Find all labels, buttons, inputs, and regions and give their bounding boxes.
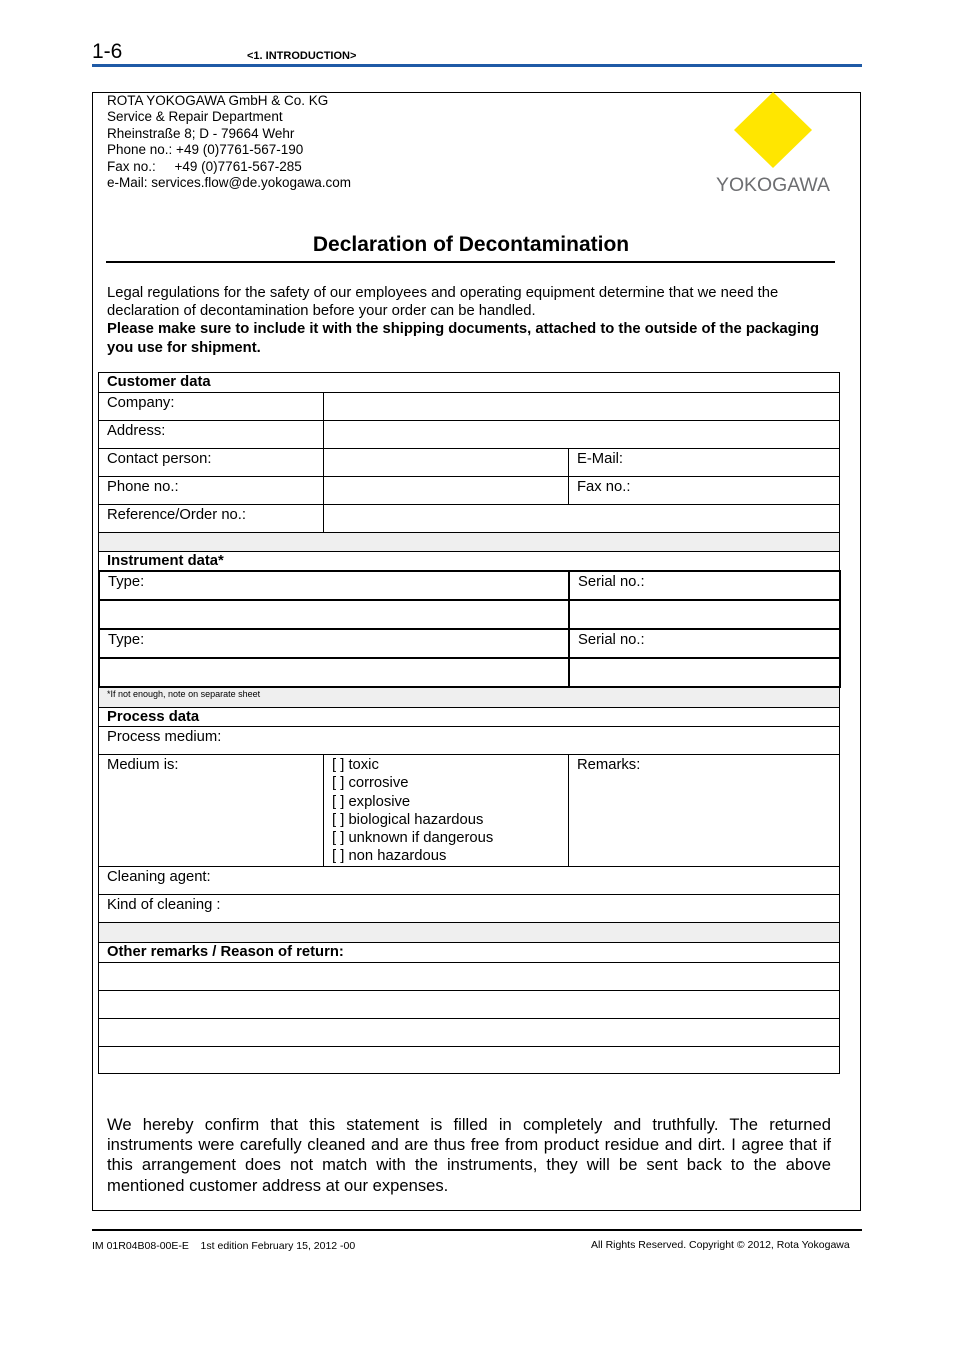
process-medium-field[interactable]: Process medium:: [98, 726, 840, 755]
company-field[interactable]: [323, 392, 840, 421]
phone-label: Phone no.:: [98, 476, 324, 505]
serial-2-field[interactable]: [568, 657, 841, 688]
address-line: Phone no.: +49 (0)7761-567-190: [107, 142, 304, 158]
legal-text: Legal regulations for the safety of our employees and operating equipment determine that we need the declaration of decontamination before your order can be handled.: [107, 285, 779, 320]
address-line: Rheinstraße 8; D - 79664 Wehr: [107, 125, 295, 141]
remarks-line-4[interactable]: [98, 1046, 840, 1074]
option-non-hazardous-checkbox[interactable]: [ ] non hazardous: [332, 848, 447, 865]
cleaning-agent-field[interactable]: Cleaning agent:: [98, 866, 840, 895]
option-explosive-checkbox[interactable]: [ ] explosive: [332, 793, 411, 810]
phone-field[interactable]: [323, 476, 569, 505]
address-line: ROTA YOKOGAWA GmbH & Co. KG: [107, 93, 329, 108]
logo-text: YOKOGAWA: [716, 175, 831, 196]
address-label: Address:: [98, 420, 324, 449]
option-unknown-checkbox[interactable]: [ ] unknown if dangerous: [332, 830, 494, 847]
contact-person-field[interactable]: [323, 448, 569, 477]
reference-label: Reference/Order no.:: [98, 504, 324, 533]
legal-notice: [107, 284, 827, 357]
serial-1-label: Serial no.:: [568, 570, 841, 601]
email-field[interactable]: E-Mail:: [568, 448, 840, 477]
type-1-label: Type:: [98, 570, 570, 601]
option-toxic-checkbox[interactable]: [ ] toxic: [332, 757, 379, 773]
spacer-row: [98, 922, 840, 943]
address-line: Fax no.: +49 (0)7761-567-285: [107, 158, 302, 174]
title-rule: [106, 261, 835, 263]
copyright: All Rights Reserved. Copyright © 2012, Rota Yokogawa: [591, 1239, 850, 1251]
fax-field[interactable]: Fax no.:: [568, 476, 840, 505]
serial-1-field[interactable]: [568, 599, 841, 630]
type-2-field[interactable]: [98, 657, 570, 688]
footer-rule: [92, 1229, 862, 1231]
header-rule: [92, 64, 862, 67]
yokogawa-logo: [712, 92, 834, 196]
address-field[interactable]: [323, 420, 840, 449]
medium-options: [323, 754, 569, 867]
remarks-line-2[interactable]: [98, 990, 840, 1019]
option-biological-checkbox[interactable]: [ ] biological hazardous: [332, 811, 484, 828]
other-remarks-heading: Other remarks / Reason of return:: [98, 942, 840, 963]
instrument-data-heading: Instrument data*: [98, 551, 840, 571]
medium-is-label: Medium is:: [98, 754, 324, 867]
remarks-line-1[interactable]: [98, 962, 840, 991]
form-title: Declaration of Decontamination: [312, 233, 630, 256]
kind-of-cleaning-field[interactable]: Kind of cleaning :: [98, 894, 840, 923]
address-line: e-Mail: services.flow@de.yokogawa.com: [107, 175, 352, 191]
company-label: Company:: [98, 392, 324, 421]
document-id: IM 01R04B08-00E-E 1st edition February 15, 2012 -00: [92, 1240, 356, 1252]
instrument-footnote: *If not enough, note on separate sheet: [98, 687, 840, 708]
contact-person-label: Contact person:: [98, 448, 324, 477]
type-1-field[interactable]: [98, 599, 570, 630]
spacer-row: [98, 532, 840, 552]
logo-diamond-icon: [734, 92, 812, 168]
process-data-heading: Process data: [98, 707, 840, 727]
confirmation-statement: We hereby confirm that this statement is filled in completely and truthfully. The returned instruments were carefully cleaned and are thus free from product residue and dirt. I agree that if this arrangement does not match with the instruments, they will be sent back to the above mentioned customer address at our expenses.: [107, 1115, 831, 1195]
page-number: 1-6: [92, 40, 123, 63]
chapter-title: <1. INTRODUCTION>: [247, 50, 357, 62]
serial-2-label: Serial no.:: [568, 628, 841, 659]
remarks-field[interactable]: Remarks:: [568, 754, 840, 867]
address-line: Service & Repair Department: [107, 109, 283, 125]
option-corrosive-checkbox[interactable]: [ ] corrosive: [332, 775, 409, 792]
customer-data-heading: Customer data: [98, 372, 840, 393]
legal-bold-text: Please make sure to include it with the shipping documents, attached to the outside of the packaging you use for shipment.: [107, 321, 820, 356]
type-2-label: Type:: [98, 628, 570, 659]
reference-field[interactable]: [323, 504, 840, 533]
company-address: [107, 93, 351, 191]
remarks-line-3[interactable]: [98, 1018, 840, 1047]
